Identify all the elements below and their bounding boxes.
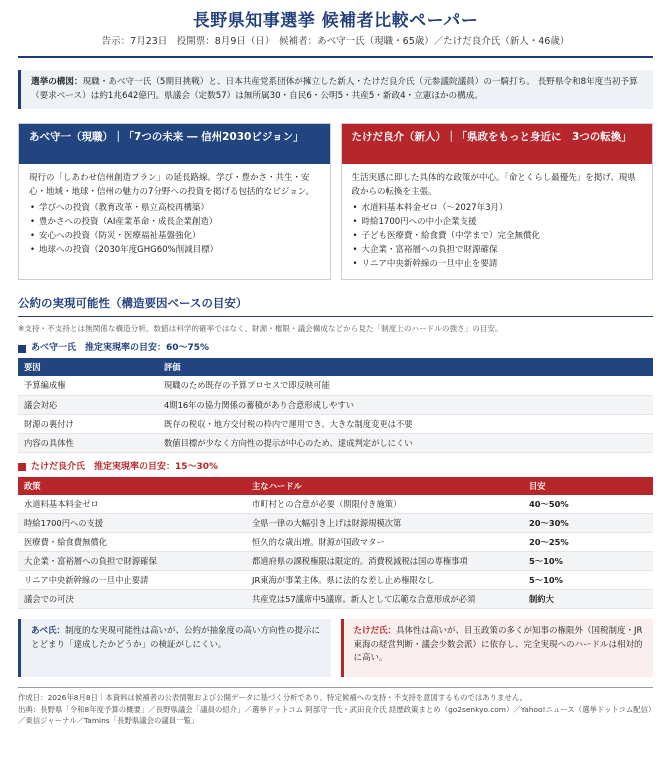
abe-feasibility-table — [18, 358, 653, 453]
table-row — [18, 376, 653, 395]
list-item: • 豊かさへの投資（AI産業革命・成長企業創造） — [29, 215, 320, 229]
candidate-card-takeda-header: たけだ良介（新人）｜「県政をもっと身近に 3つの転換」 — [342, 124, 653, 164]
summary-abe-label: あべ氏： — [31, 626, 66, 637]
footer — [18, 692, 653, 726]
feasibility-note: ※支持・不支持とは無関係な構造分析。数値は科学的確率ではなく、財源・権限・議会構成などから見た「制度上のハードルの強さ」の目安。 — [18, 324, 503, 334]
section-divider — [18, 316, 653, 317]
table-cell: 制約大 — [523, 590, 653, 609]
table-cell: 時給1700円への支援 — [18, 514, 246, 533]
candidate-card-takeda — [341, 123, 654, 280]
table-cell: 5〜10% — [523, 571, 653, 590]
table-row — [18, 433, 653, 452]
candidate-cards — [18, 123, 653, 280]
list-item: • 大企業・富裕層への負担で財源確保 — [352, 243, 643, 257]
column-header: 政策 — [18, 477, 246, 495]
table-cell: 内容の具体性 — [18, 433, 158, 452]
summary-takeda — [341, 619, 654, 677]
table-cell: 全県一律の大幅引き上げは財源規模次第 — [246, 514, 523, 533]
list-item: • 水道料基本料金ゼロ（〜2027年3月） — [352, 201, 643, 215]
summary-abe — [18, 619, 331, 677]
page-title: 長野県知事選挙 候補者比較ペーパー — [192, 11, 479, 31]
table-cell: 5〜10% — [523, 552, 653, 571]
list-item: • 学びへの投資（教育改革・県立高校再構築） — [29, 201, 320, 215]
abe-feasibility-heading — [18, 342, 653, 355]
table-row — [18, 414, 653, 433]
takeda-feasibility-heading — [18, 461, 653, 474]
table-cell: JR東海が事業主体。県に法的な差し止め権限なし — [246, 571, 523, 590]
candidate-card-takeda-body — [342, 164, 653, 279]
composition-text: 現職・あべ守一氏（5期目挑戦）と、日本共産党系団体が擁立した新人・たけだ良介氏（元参議院議員）の一騎打ち。 長野県令和8年度当初予算（要求ベース）は約1兆642億円。県議会（定数57）は無所属30・自民6・公明5・共産5・新政4・立憲ほかの構成。 — [31, 76, 638, 101]
summary-boxes — [18, 619, 653, 677]
candidate-abe-policy-list — [29, 201, 320, 257]
election-composition-box — [18, 70, 653, 110]
footer-disclaimer: 作成日：2026年8月8日｜本資料は候補者の公表情報および公開データに基づく分析であり、特定候補への支持・不支持を意図するものではありません。 — [18, 693, 528, 703]
election-meta: 告示：7月23日 投開票：8月9日（日） 候補者：あべ守一氏（現職・65歳）／たけだ良介氏（新人・46歳） — [101, 36, 570, 47]
table-cell: 大企業・富裕層への負担で財源確保 — [18, 552, 246, 571]
candidate-takeda-intro: 生活実感に即した具体的な政策が中心。「命とくらし最優先」を掲げ、現県政からの転換を主張。 — [351, 173, 636, 198]
table-cell: 共産党は57議席中5議席。新人として広範な合意形成が必須 — [246, 590, 523, 609]
abe-feasibility-heading-text: あべ守一氏 推定実現率の目安：60〜75% — [31, 343, 210, 354]
table-cell: リニア中央新幹線の一旦中止要請 — [18, 571, 246, 590]
list-item: • 時給1700円への中小企業支援 — [352, 215, 643, 229]
candidate-abe-intro: 現行の「しあわせ信州創造プラン」の延長路線。学び・豊かさ・共生・安心・地域・地球・信州の魅力の7分野への投資を掲げる包括的なビジョン。 — [29, 173, 315, 198]
square-bullet-icon — [18, 463, 26, 471]
table-cell: 恒久的な歳出増。財源が国政マター — [246, 533, 523, 552]
table-row — [18, 590, 653, 609]
table-cell: 既存の税収・地方交付税の枠内で運用でき、大きな制度変更は不要 — [158, 414, 653, 433]
footer-divider — [18, 687, 653, 688]
column-header: 主なハードル — [246, 477, 523, 495]
column-header: 要因 — [18, 358, 158, 376]
candidate-card-abe-body — [19, 164, 330, 265]
table-cell: 4期16年の協力関係の蓄積があり合意形成しやすい — [158, 395, 653, 414]
takeda-feasibility-heading-text: たけだ良介氏 推定実現率の目安：15〜30% — [31, 461, 219, 472]
candidate-takeda-policy-list — [352, 201, 643, 271]
table-cell: 20〜30% — [523, 514, 653, 533]
square-bullet-icon — [18, 345, 26, 353]
table-row — [18, 514, 653, 533]
column-header: 評価 — [158, 358, 653, 376]
feasibility-section-title: 公約の実現可能性（構造要因ベースの目安） — [18, 296, 248, 311]
takeda-feasibility-table — [18, 477, 653, 610]
summary-takeda-text: 具体性は高いが、目玉政策の多くが知事の権限外（国税制度・JR東海の経営判断・議会少数会派）に依存し、完全実現へのハードルは相対的に高い。 — [353, 626, 643, 664]
list-item: • 安心への投資（防災・医療福祉基盤強化） — [29, 229, 320, 243]
list-item: • リニア中央新幹線の一旦中止を要請 — [352, 257, 643, 271]
title-divider — [18, 56, 653, 58]
list-item: • 子ども医療費・給食費（中学まで）完全無償化 — [352, 229, 643, 243]
table-cell: 都道府県の課税権限は限定的。消費税減税は国の専権事項 — [246, 552, 523, 571]
table-cell: 数値目標が少なく方向性の提示が中心のため、達成判定がしにくい — [158, 433, 653, 452]
table-cell: 予算編成権 — [18, 376, 158, 395]
table-cell: 現職のため既存の予算プロセスで即反映可能 — [158, 376, 653, 395]
candidate-card-abe — [18, 123, 331, 280]
table-cell: 財源の裏付け — [18, 414, 158, 433]
table-row — [18, 571, 653, 590]
table-row — [18, 495, 653, 514]
table-cell: 20〜25% — [523, 533, 653, 552]
table-header-row — [18, 358, 653, 376]
table-cell: 40〜50% — [523, 495, 653, 514]
table-cell: 市町村との合意が必要（期限付き施策） — [246, 495, 523, 514]
column-header: 目安 — [523, 477, 653, 495]
table-row — [18, 533, 653, 552]
table-cell: 水道料基本料金ゼロ — [18, 495, 246, 514]
table-cell: 議会での可決 — [18, 590, 246, 609]
candidate-card-abe-header: あべ守一（現職）｜「7つの未来 ― 信州2030ビジョン」 — [19, 124, 330, 164]
table-row — [18, 395, 653, 414]
table-row — [18, 552, 653, 571]
list-item: • 地球への投資（2030年度GHG60%削減目標） — [29, 243, 320, 257]
table-cell: 議会対応 — [18, 395, 158, 414]
summary-abe-text: 制度的な実現可能性は高いが、公約が抽象度の高い方向性の提示にとどまり「達成したかどうか」の検証がしにくい。 — [31, 626, 321, 650]
footer-sources: 出典：長野県「令和8年度予算の概要」／長野県議会「議員の紹介」／選挙ドットコム 阿部守一氏・武田良介氏 経歴政策まとめ（go2senkyo.com）／Yahoo!ニュース（選挙ドットコム配信）／東信ジャーナル／Tamins「長野県議会の議員一覧」 — [18, 704, 652, 726]
composition-label: 選挙の構図： — [31, 76, 83, 87]
table-cell: 医療費・給食費無償化 — [18, 533, 246, 552]
table-header-row — [18, 477, 653, 495]
summary-takeda-label: たけだ氏： — [353, 626, 397, 637]
